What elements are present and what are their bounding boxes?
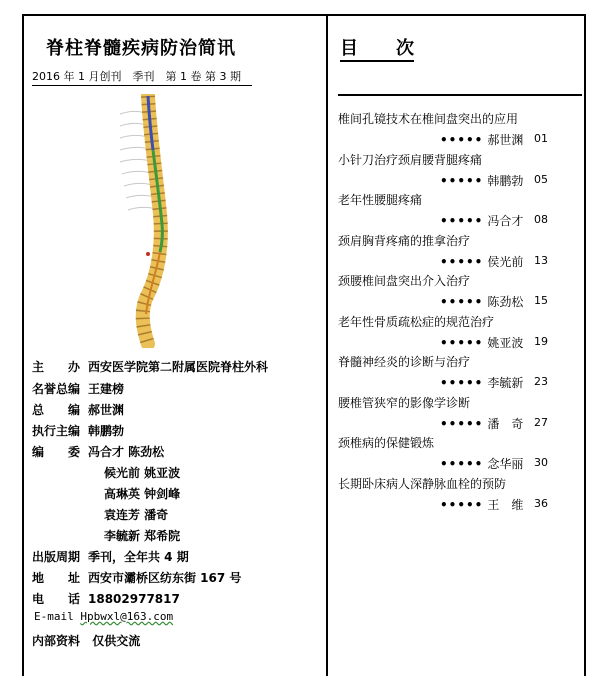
toc-heading-left: 目 xyxy=(340,38,358,59)
toc-author-name: 郝世渊 xyxy=(487,133,524,147)
toc-leader-dots: ••••• xyxy=(440,254,484,269)
toc-author-name: 李毓新 xyxy=(487,376,524,390)
toc-leader-dots: ••••• xyxy=(440,457,484,471)
toc-leader-dots: ••••• xyxy=(440,497,484,512)
masthead-value: 西安医学院第二附属医院脊柱外科 xyxy=(88,360,269,374)
toc-page-number: 15 xyxy=(534,294,548,307)
masthead-value: 高琳英 钟剑峰 xyxy=(104,487,181,501)
toc-author-name: 念华丽 xyxy=(487,457,524,471)
toc-author-name: 王 维 xyxy=(487,497,524,512)
toc-entry-title[interactable]: 颈椎病的保健锻炼 xyxy=(338,436,435,450)
masthead-label: 执行主编 xyxy=(32,424,81,438)
right-border xyxy=(584,14,586,676)
toc-leader-dots: ••••• xyxy=(440,173,484,188)
toc-entry-title[interactable]: 颈肩胸背疼痛的推拿治疗 xyxy=(338,233,471,248)
masthead-label: 电 话 xyxy=(32,592,81,606)
masthead-row xyxy=(32,401,124,418)
toc-author-name: 潘 奇 xyxy=(487,416,524,431)
toc-author-name: 陈劲松 xyxy=(487,295,524,309)
masthead-value: 18802977817 xyxy=(88,592,180,606)
masthead-row xyxy=(104,506,168,523)
toc-heading xyxy=(340,34,414,62)
toc-entry-author xyxy=(440,415,523,432)
toc-entry-title[interactable]: 椎间孔镜技术在椎间盘突出的应用 xyxy=(338,112,519,126)
toc-entry-author xyxy=(440,172,523,189)
masthead-row xyxy=(32,548,189,565)
email-label: E-mail xyxy=(34,610,74,623)
toc-entry-author xyxy=(440,293,523,310)
toc-page-number: 23 xyxy=(534,375,548,388)
toc-leader-dots: ••••• xyxy=(440,133,484,147)
masthead-row xyxy=(104,527,180,544)
masthead-row xyxy=(32,443,164,460)
issue-line: 2016 年 1 月创刊 季刊 第 1 卷 第 3 期 xyxy=(32,68,252,86)
email-address[interactable]: Hpbwxl@163.com xyxy=(80,610,174,623)
masthead-value: 王建榜 xyxy=(88,382,125,396)
masthead-row xyxy=(104,464,180,481)
toc-page-number: 08 xyxy=(534,213,548,226)
toc-leader-dots: ••••• xyxy=(440,295,484,309)
masthead-label: 总 编 xyxy=(32,403,81,417)
masthead-label: 地 址 xyxy=(32,571,81,585)
toc-leader-dots: ••••• xyxy=(440,335,484,350)
email-line xyxy=(34,610,173,623)
masthead-label: 编 委 xyxy=(32,445,81,459)
masthead-row xyxy=(104,485,180,502)
toc-page-number: 13 xyxy=(534,253,548,267)
toc-entry-author xyxy=(440,496,523,513)
toc-author-name: 侯光前 xyxy=(487,254,524,269)
masthead-value: 冯合才 陈劲松 xyxy=(88,445,165,459)
toc-entry-author xyxy=(440,334,523,351)
toc-entry-title[interactable]: 长期卧床病人深静脉血栓的预防 xyxy=(338,476,507,491)
masthead-row xyxy=(32,569,241,586)
toc-page-number: 36 xyxy=(534,496,548,510)
toc-page-number: 30 xyxy=(534,456,548,469)
toc-page-number: 19 xyxy=(534,334,548,348)
spine-marker xyxy=(146,252,150,256)
footer-label: 内部资料 xyxy=(32,634,81,648)
toc-entry-author xyxy=(440,253,523,270)
toc-leader-dots: ••••• xyxy=(440,376,484,390)
toc-author-name: 冯合才 xyxy=(487,214,524,228)
toc-entry-title[interactable]: 腰椎管狭窄的影像学诊断 xyxy=(338,395,471,410)
toc-heading-right: 次 xyxy=(396,38,414,59)
masthead-label: 主 办 xyxy=(32,360,81,374)
spine-illustration xyxy=(118,94,178,348)
toc-entry-title[interactable]: 颈腰椎间盘突出介入治疗 xyxy=(338,274,471,288)
toc-page-number: 05 xyxy=(534,172,548,186)
masthead-value: 西安市灞桥区纺东街 167 号 xyxy=(88,571,242,585)
masthead-row xyxy=(32,590,180,607)
toc-page-number: 01 xyxy=(534,132,548,145)
toc-entry-author xyxy=(440,212,523,229)
toc-entry-title[interactable]: 脊髓神经炎的诊断与治疗 xyxy=(338,355,471,369)
toc-entry-author xyxy=(440,131,523,148)
toc-rule xyxy=(338,94,582,96)
toc-author-name: 韩鹏勃 xyxy=(487,173,524,188)
masthead-row xyxy=(32,422,124,439)
masthead-value: 袁连芳 潘奇 xyxy=(104,508,169,522)
toc-page-number: 27 xyxy=(534,415,548,429)
column-divider xyxy=(326,14,328,676)
masthead-value: 候光前 姚亚波 xyxy=(104,466,181,480)
masthead-row xyxy=(32,358,268,375)
toc-entry-author xyxy=(440,374,523,391)
toc-entry-title[interactable]: 老年性骨质疏松症的规范治疗 xyxy=(338,314,495,329)
toc-author-name: 姚亚波 xyxy=(487,335,524,350)
footer-note xyxy=(32,632,140,649)
masthead-label: 出版周期 xyxy=(32,550,81,564)
toc-entry-title[interactable]: 小针刀治疗颈肩腰背腿疼痛 xyxy=(338,152,483,167)
toc-leader-dots: ••••• xyxy=(440,416,484,431)
footer-value: 仅供交流 xyxy=(92,634,141,648)
masthead-label: 名誉总编 xyxy=(32,382,81,396)
toc-entry-title[interactable]: 老年性腰腿疼痛 xyxy=(338,193,423,207)
toc-entry-author xyxy=(440,455,523,472)
masthead-value: 韩鹏勃 xyxy=(88,424,125,438)
masthead-value: 季刊，全年共 4 期 xyxy=(88,550,189,564)
masthead-row xyxy=(32,380,124,397)
newsletter-title: 脊柱脊髓疾病防治简讯 xyxy=(46,38,236,59)
toc-leader-dots: ••••• xyxy=(440,214,484,228)
masthead-value: 李毓新 郑希院 xyxy=(104,529,181,543)
masthead-value: 郝世渊 xyxy=(88,403,125,417)
